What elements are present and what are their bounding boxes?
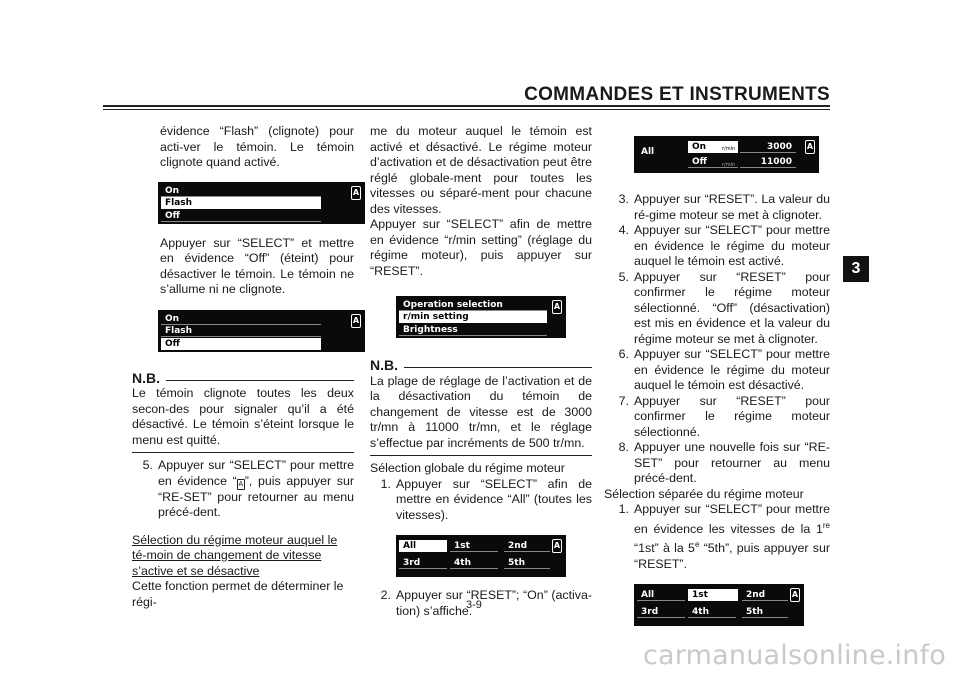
shift-light-icon: A bbox=[552, 539, 562, 553]
lcd-row-on: On bbox=[161, 185, 321, 197]
header-rule-thin bbox=[103, 109, 830, 110]
chapter-tab: 3 bbox=[843, 256, 869, 282]
list-item: 4. Appuyer sur “SELECT” pour mettre en évidence le régime du moteur auquel le témoin est activé. bbox=[618, 223, 830, 268]
list-item: 1. Appuyer sur “SELECT” pour mettre en évidence les vitesses de la 1re “1st” à la 5e “5th”, puis appuyer sur “RESET”. bbox=[618, 502, 830, 571]
column-1 bbox=[132, 124, 360, 610]
note-box bbox=[370, 358, 592, 456]
gear-cell-3rd: 3rd bbox=[399, 557, 447, 569]
lcd-row-operation: Operation selection bbox=[399, 299, 547, 311]
list-item: 2. Appuyer sur “RESET”; “On” (activa-tion) s’affiche. bbox=[380, 588, 592, 618]
list-item: 5. Appuyer sur “RESET” pour confirmer le régime moteur sélectionné. “Off” (désactivation) est mis en évidence et la valeur du régime moteur se met à clignoter. bbox=[618, 269, 830, 346]
gear-cell-3rd: 3rd bbox=[637, 606, 685, 618]
column-3 bbox=[604, 136, 830, 626]
section-title: Sélection séparée du régime moteur bbox=[604, 486, 804, 501]
unit-label: r/min bbox=[722, 162, 736, 168]
note-text: Le témoin clignote toutes les deux secon-des pour signaler qu’il a été désactivé. Le témoin s’éteint lorsque le menu est quitté. bbox=[132, 386, 354, 447]
off-label: Off bbox=[688, 156, 738, 168]
lcd-gear-grid bbox=[634, 584, 804, 626]
lcd-flash-menu bbox=[158, 182, 365, 224]
shift-light-icon: A bbox=[238, 480, 244, 488]
list-item: 8. Appuyer une nouvelle fois sur “RE-SET” pour retourner au menu précé-dent. bbox=[618, 440, 830, 485]
unit-label: r/min bbox=[722, 146, 736, 152]
list-item: 5. Appuyer sur “SELECT” pour mettre en évidence “ A ”, puis appuyer sur “RE-SET” pour retourner au menu précé-dent. bbox=[142, 458, 354, 519]
list-item: 6. Appuyer sur “SELECT” pour mettre en évidence le régime du moteur auquel le témoin est désactivé. bbox=[618, 347, 830, 392]
gear-cell-all: All bbox=[399, 540, 447, 552]
off-value: 11000 bbox=[740, 156, 796, 168]
page-number: 3-9 bbox=[466, 599, 482, 611]
paragraph: Appuyer sur “SELECT” afin de mettre en évidence “r/min setting” (réglage du régime moteur), puis appuyer sur “RESET”. bbox=[370, 217, 592, 278]
lcd-row-off: Off bbox=[161, 338, 321, 350]
shift-light-icon: A bbox=[552, 300, 562, 314]
list-item: 3. Appuyer sur “RESET”. La valeur du ré-gime moteur se met à clignoter. bbox=[618, 192, 830, 222]
lcd-row-brightness: Brightness bbox=[399, 324, 547, 336]
paragraph: me du moteur auquel le témoin est activé et désactivé. Le régime moteur d’activation et de désactivation peut être réglé globale-ment pour toutes les vitesses ou séparé-ment pour chacune des vitesses. bbox=[370, 124, 592, 216]
lcd-row-rmin: r/min setting bbox=[399, 311, 547, 323]
note-title: N.B. bbox=[132, 371, 354, 387]
lcd-rmin-values bbox=[634, 136, 819, 173]
gear-cell-2nd: 2nd bbox=[504, 540, 550, 552]
note-title: N.B. bbox=[370, 358, 592, 374]
shift-light-icon: A bbox=[351, 186, 361, 200]
list-item: 1. Appuyer sur “SELECT” afin de mettre en évidence “All” (toutes les vitesses). bbox=[380, 476, 592, 522]
section-title: Sélection globale du régime moteur bbox=[370, 461, 565, 475]
on-label: On bbox=[688, 141, 738, 153]
lcd-row-flash: Flash bbox=[161, 325, 321, 337]
paragraph: Appuyer sur “SELECT” et mettre en évidence “Off” (éteint) pour désactiver le témoin. Le témoin ne s’allume ni ne clignote. bbox=[160, 235, 354, 296]
lcd-row-off: Off bbox=[161, 210, 321, 222]
list-item: 7. Appuyer sur “RESET” pour confirmer le régime moteur sélectionné. bbox=[618, 393, 830, 439]
watermark: carmanualsonline.info bbox=[643, 640, 946, 671]
shift-light-icon: A bbox=[790, 588, 800, 602]
gear-cell-4th: 4th bbox=[450, 557, 498, 569]
note-end-rule bbox=[132, 452, 354, 453]
paragraph: évidence “Flash” (clignote) pour acti-ver le témoin. Le témoin clignote quand activé. bbox=[160, 124, 354, 169]
lcd-off-menu bbox=[158, 310, 365, 352]
on-value: 3000 bbox=[740, 141, 796, 153]
gear-cell-5th: 5th bbox=[504, 557, 550, 569]
paragraph: Cette fonction permet de déterminer le régi- bbox=[132, 579, 344, 609]
section-title: Sélection du régime moteur auquel le té-moin de changement de vitesse s’active et se désactive bbox=[132, 532, 338, 578]
note-text: La plage de réglage de l’activation et de la désactivation du témoin de changement de vitesse est de 3000 tr/mn à 11000 tr/mn, et le réglage s’effectue par incréments de 500 tr/mn. bbox=[370, 373, 592, 450]
steps-list bbox=[608, 192, 830, 487]
gear-cell-all: All bbox=[637, 589, 685, 601]
lcd-operation-selection bbox=[396, 296, 566, 338]
page-header-title: COMMANDES ET INSTRUMENTS bbox=[524, 84, 830, 105]
gear-cell-all: All bbox=[641, 147, 655, 157]
gear-cell-1st: 1st bbox=[688, 589, 738, 601]
shift-light-icon: A bbox=[351, 314, 361, 328]
header-rule bbox=[103, 105, 830, 107]
lcd-row-flash: Flash bbox=[161, 197, 321, 209]
gear-cell-1st: 1st bbox=[450, 540, 498, 552]
gear-cell-5th: 5th bbox=[742, 606, 788, 618]
gear-cell-4th: 4th bbox=[688, 606, 736, 618]
lcd-row-on: On bbox=[161, 313, 321, 325]
shift-light-icon: A bbox=[805, 140, 815, 154]
note-end-rule bbox=[370, 455, 592, 456]
gear-cell-2nd: 2nd bbox=[742, 589, 788, 601]
column-2 bbox=[370, 124, 592, 619]
note-box bbox=[132, 371, 354, 454]
lcd-gear-grid bbox=[396, 535, 566, 577]
